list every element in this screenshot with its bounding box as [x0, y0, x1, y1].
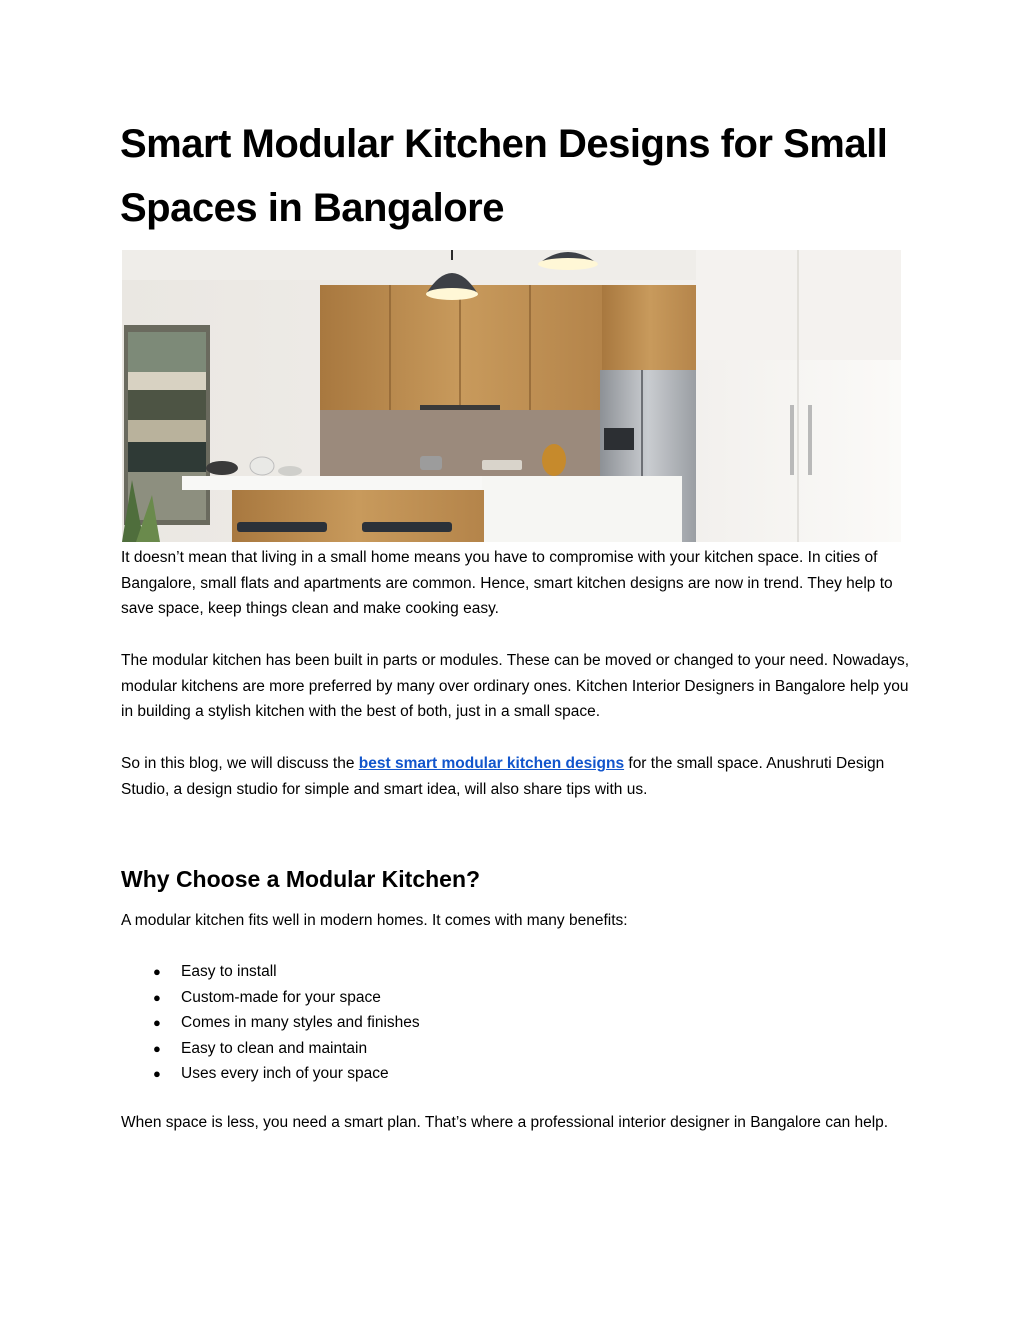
list-item-label: Easy to clean and maintain [181, 1039, 368, 1057]
list-item-label: Easy to install [181, 963, 277, 980]
bullet-icon: ● [153, 1015, 161, 1031]
closing-paragraph: When space is less, you need a smart plan. That’s where a professional interior designer in Bangalore can help. [121, 1114, 889, 1131]
list-item [121, 959, 420, 985]
blog-text-before-link: So in this blog, we will discuss the [121, 755, 359, 772]
list-item-label: Comes in many styles and finishes [181, 1014, 420, 1032]
list-item [121, 1036, 420, 1062]
bullet-icon: ● [153, 964, 161, 979]
blog-intro-paragraph [121, 751, 911, 802]
hero-kitchen-image [122, 250, 901, 542]
list-item [121, 1061, 420, 1087]
page-title: Smart Modular Kitchen Designs for Small Spaces in Bangalore [120, 122, 888, 230]
bullet-icon: ● [153, 1040, 161, 1056]
section-heading: Why Choose a Modular Kitchen? [121, 866, 481, 892]
blog-text-after-link: for the small space. Anushruti Design Studio, a design studio for simple and smart idea, will also share tips with us. [121, 755, 885, 798]
bullet-icon: ● [153, 1066, 161, 1082]
list-item-label: Custom-made for your space [181, 988, 381, 1006]
list-item [121, 985, 420, 1011]
list-item [121, 1010, 420, 1036]
intro-paragraph: It doesn’t mean that living in a small home means you have to compromise with your kitchen space. In cities of Bangalore, small flats and apartments are common. Hence, smart kitchen designs are now in trend. They help to save space, keep things clean and make cooking easy. [121, 549, 893, 618]
kitchen-designs-link[interactable]: best smart modular kitchen designs [358, 755, 625, 772]
list-item-label: Uses every inch of your space [181, 1065, 389, 1083]
modular-kitchen-paragraph: The modular kitchen has been built in parts or modules. These can be moved or changed to your need. Nowadays, modular kitchens are more preferred by many over ordinary ones. Kitchen Interior Designers in Bangalore help you in building a stylish kitchen with the best of both, just in a small space. [121, 652, 910, 721]
bullet-icon: ● [153, 989, 161, 1005]
benefits-list [121, 959, 420, 1087]
section-intro: A modular kitchen fits well in modern homes. It comes with many benefits: [121, 912, 628, 929]
